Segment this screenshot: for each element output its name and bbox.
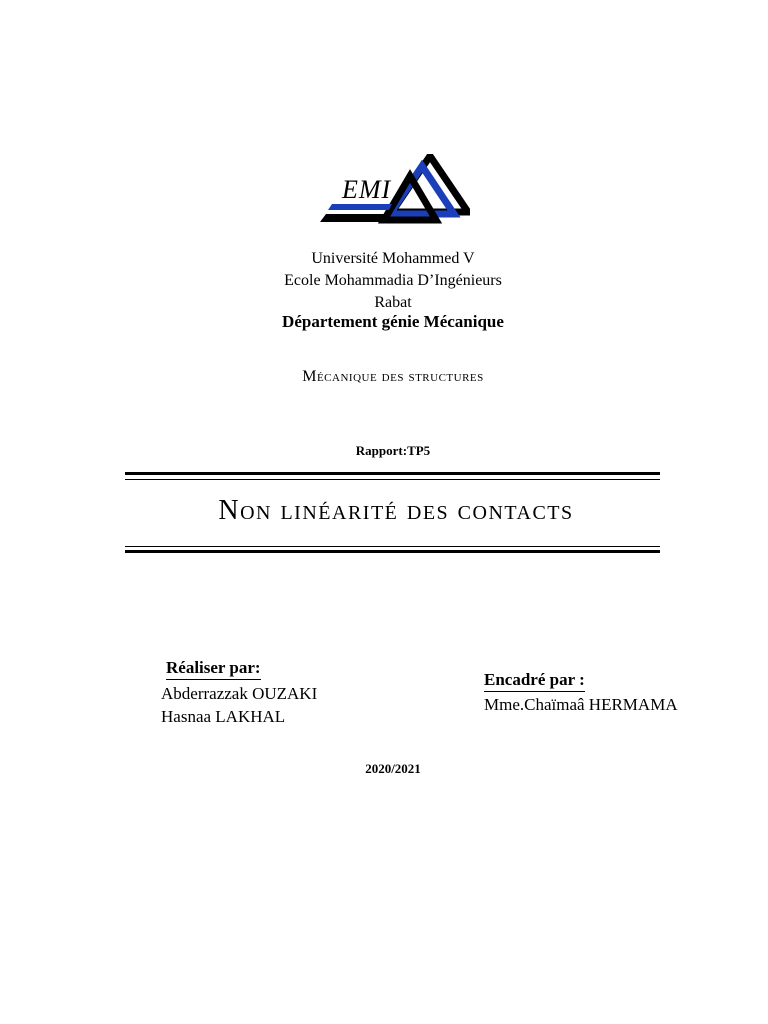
institution-block xyxy=(0,248,768,314)
report-label: Rapport:TP5 xyxy=(355,443,431,458)
university-name: Université Mohammed V xyxy=(311,250,475,267)
logo-text: EMI xyxy=(342,175,392,204)
title-bottom-rule-thick xyxy=(125,550,660,553)
academic-year: 2020/2021 xyxy=(365,761,421,776)
title-top-rule-thick xyxy=(125,472,660,475)
author-name: Abderrazzak OUZAKI xyxy=(161,684,318,703)
emi-logo xyxy=(318,154,470,226)
city-name: Rabat xyxy=(374,294,412,311)
school-name: Ecole Mohammadia D’Ingénieurs xyxy=(284,272,502,289)
course-name: Mécanique des structures xyxy=(302,368,484,385)
author-name: Hasnaa LAKHAL xyxy=(161,707,286,726)
authors-label: Réaliser par: xyxy=(166,658,261,680)
department-name: Département génie Mécanique xyxy=(282,312,504,331)
report-title: Non linéarité des contacts xyxy=(218,495,574,526)
title-top-rule-thin xyxy=(125,479,660,480)
logo-stripe-black xyxy=(320,214,388,222)
title-bottom-rule-thin xyxy=(125,546,660,547)
logo-stripe-blue xyxy=(328,204,392,210)
supervisor-name: Mme.Chaïmaâ HERMAMA xyxy=(484,695,678,714)
supervisor-label: Encadré par : xyxy=(484,670,585,692)
